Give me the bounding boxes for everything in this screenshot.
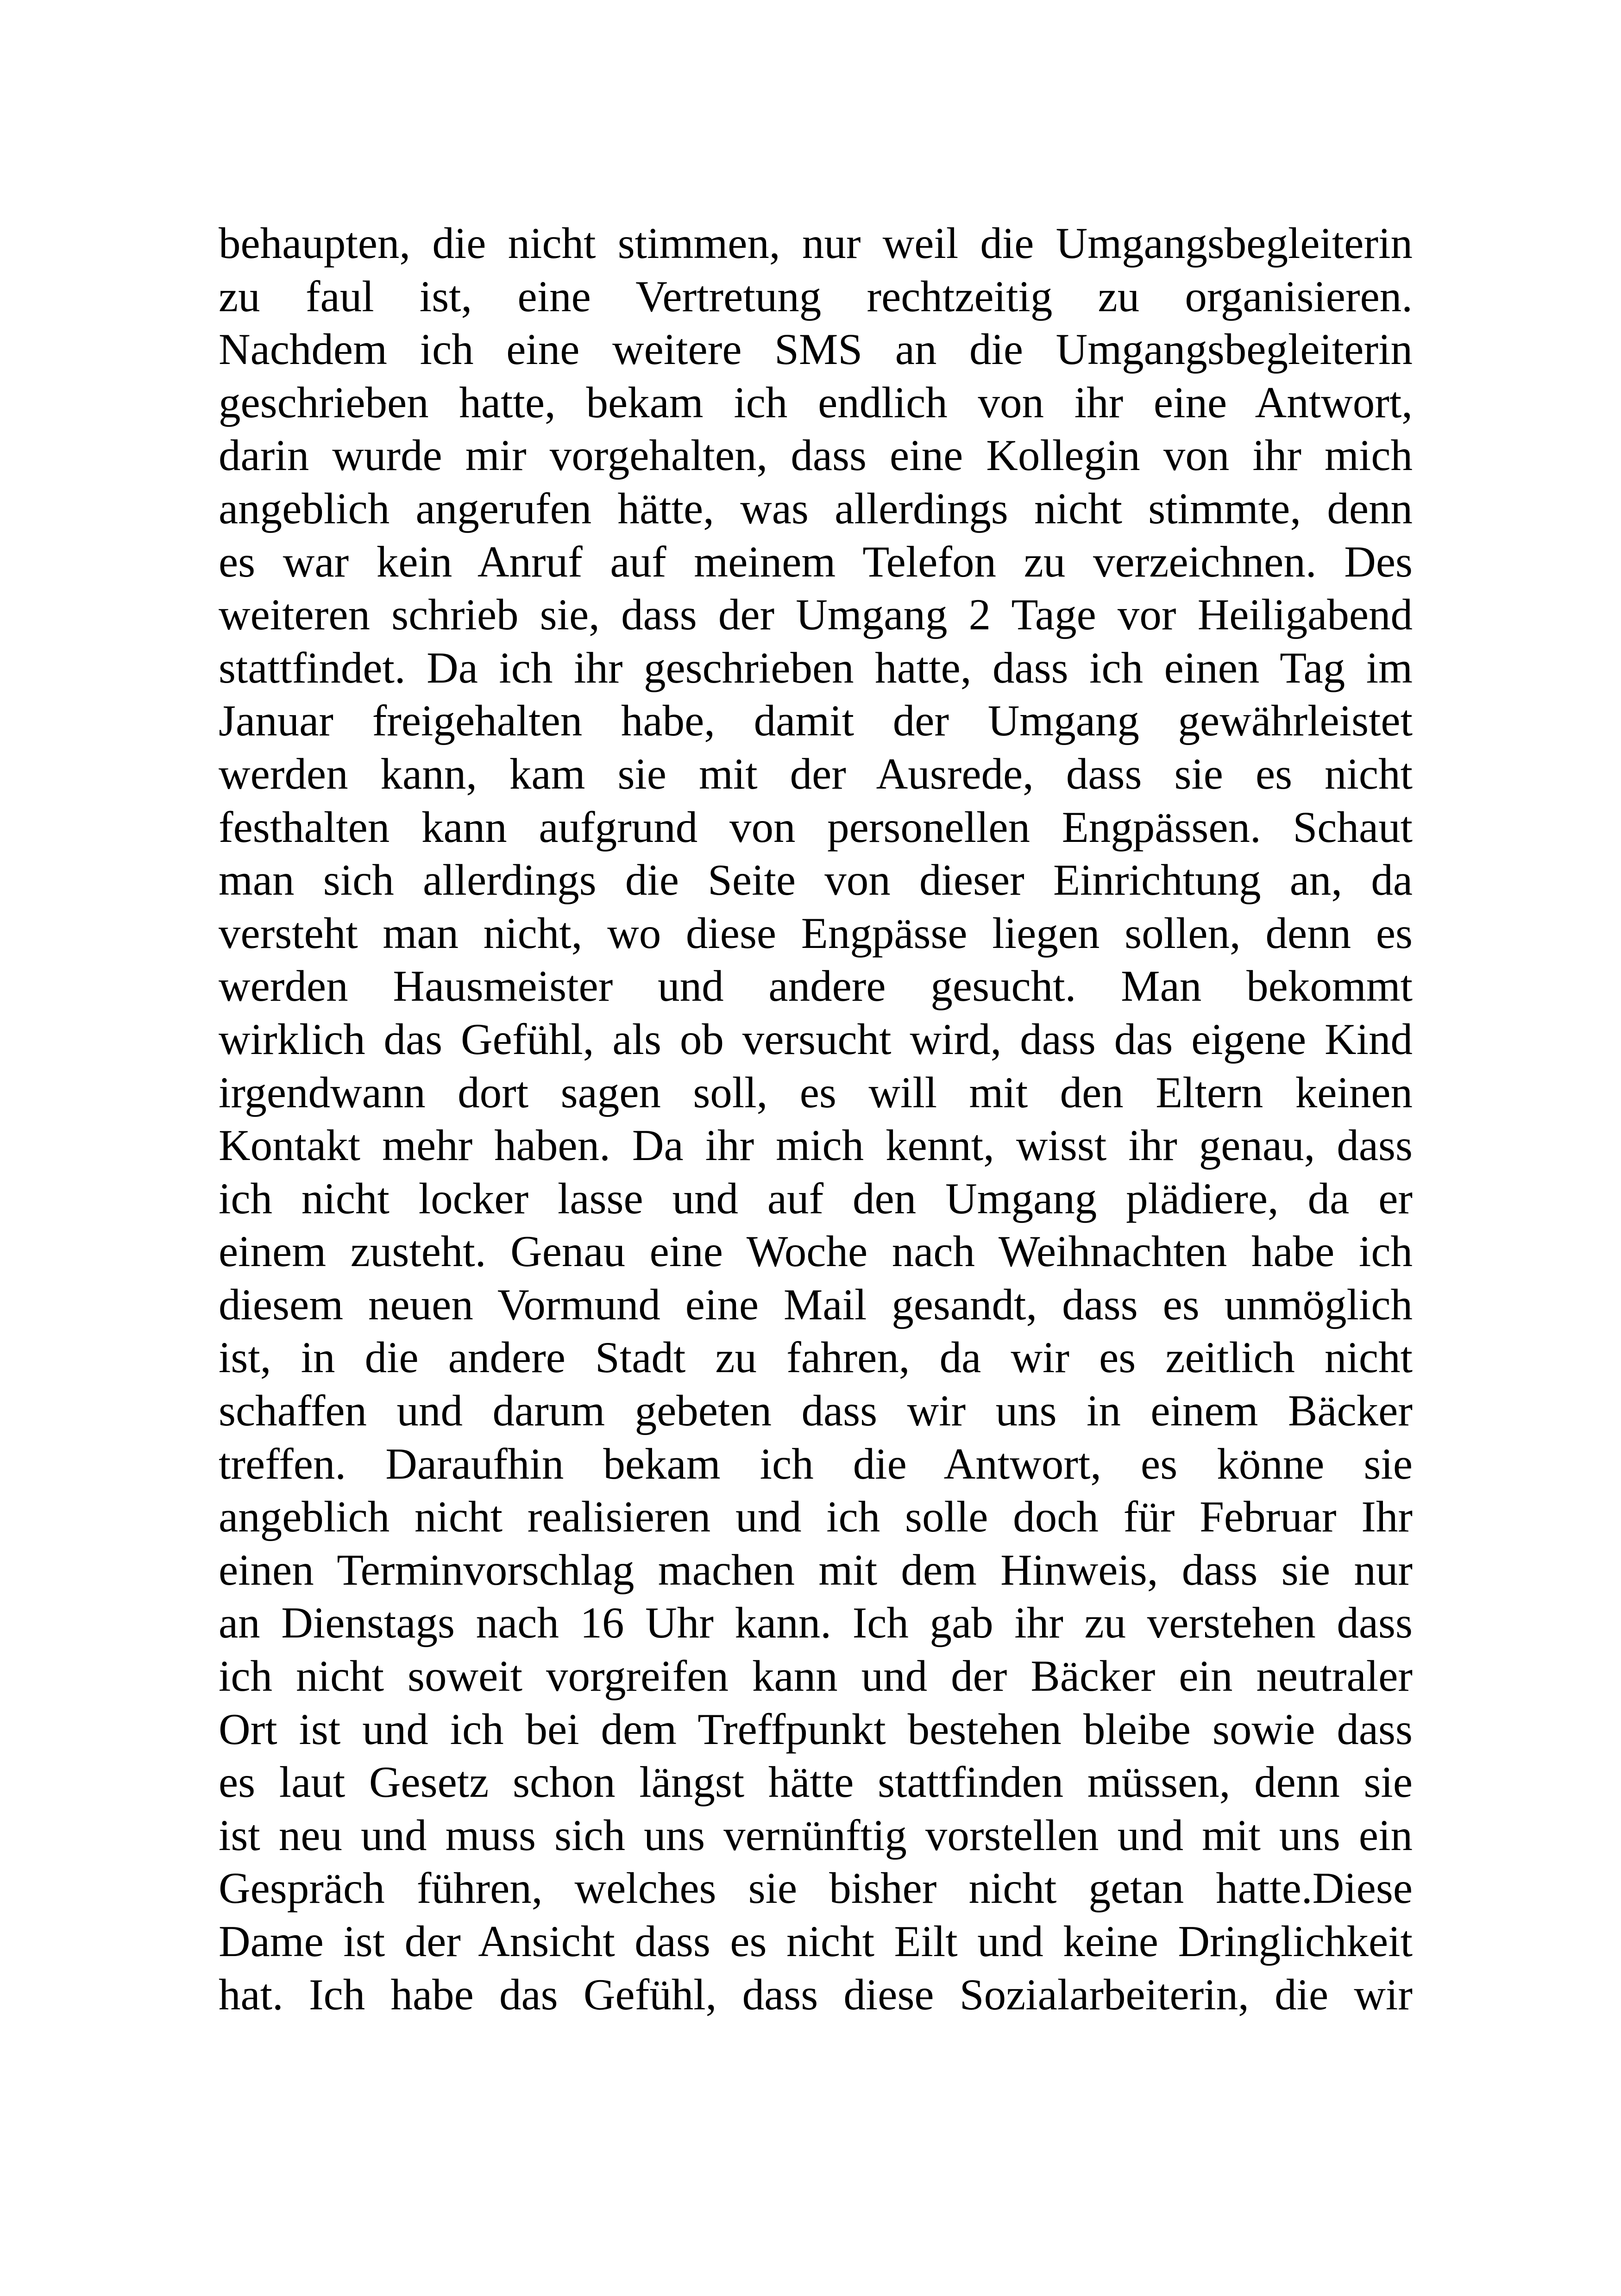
text-line: angeblich nicht realisieren und ich solle doch für Februar Ihr xyxy=(219,1492,1413,1542)
text-line: hat. Ich habe das Gefühl, dass diese Sozialarbeiterin, die wir xyxy=(219,1970,1413,2019)
text-line: ist, in die andere Stadt zu fahren, da wir es zeitlich nicht xyxy=(219,1333,1413,1382)
text-line: ist neu und muss sich uns vernünftig vorstellen und mit uns ein xyxy=(219,1810,1413,1860)
text-line: versteht man nicht, wo diese Engpässe liegen sollen, denn es xyxy=(219,908,1413,958)
text-line: treffen. Daraufhin bekam ich die Antwort, es könne sie xyxy=(219,1439,1413,1488)
text-line: wirklich das Gefühl, als ob versucht wird, dass das eigene Kind xyxy=(219,1014,1413,1064)
text-line: ich nicht soweit vorgreifen kann und der Bäcker ein neutraler xyxy=(219,1651,1413,1701)
body-text xyxy=(219,217,1413,2021)
text-line: angeblich angerufen hätte, was allerdings nicht stimmte, denn xyxy=(219,483,1413,533)
text-line: Ort ist und ich bei dem Treffpunkt bestehen bleibe sowie dass xyxy=(219,1704,1413,1754)
text-line: Nachdem ich eine weitere SMS an die Umgangsbegleiterin xyxy=(219,325,1413,374)
text-line: Kontakt mehr haben. Da ihr mich kennt, wisst ihr genau, dass xyxy=(219,1121,1413,1170)
text-line: schaffen und darum gebeten dass wir uns in einem Bäcker xyxy=(219,1386,1413,1436)
text-line: irgendwann dort sagen soll, es will mit den Eltern keinen xyxy=(219,1067,1413,1117)
text-line: geschrieben hatte, bekam ich endlich von ihr eine Antwort, xyxy=(219,377,1413,427)
text-line: diesem neuen Vormund eine Mail gesandt, dass es unmöglich xyxy=(219,1280,1413,1329)
text-line: ich nicht locker lasse und auf den Umgang plädiere, da er xyxy=(219,1173,1413,1223)
text-line: weiteren schrieb sie, dass der Umgang 2 Tage vor Heiligabend xyxy=(219,590,1413,640)
text-line: Dame ist der Ansicht dass es nicht Eilt und keine Dringlichkeit xyxy=(219,1917,1413,1966)
text-line: stattfindet. Da ich ihr geschrieben hatte, dass ich einen Tag im xyxy=(219,643,1413,692)
text-line: Januar freigehalten habe, damit der Umgang gewährleistet xyxy=(219,696,1413,746)
text-line: zu faul ist, eine Vertretung rechtzeitig zu organisieren. xyxy=(219,271,1413,321)
text-line: an Dienstags nach 16 Uhr kann. Ich gab ihr zu verstehen dass xyxy=(219,1598,1413,1648)
text-line: werden kann, kam sie mit der Ausrede, dass sie es nicht xyxy=(219,749,1413,798)
text-line: es war kein Anruf auf meinem Telefon zu verzeichnen. Des xyxy=(219,537,1413,586)
text-line: behaupten, die nicht stimmen, nur weil die Umgangsbegleiterin xyxy=(219,219,1413,268)
text-line: einen Terminvorschlag machen mit dem Hinweis, dass sie nur xyxy=(219,1545,1413,1594)
text-line: festhalten kann aufgrund von personellen Engpässen. Schaut xyxy=(219,802,1413,852)
text-line: man sich allerdings die Seite von dieser Einrichtung an, da xyxy=(219,855,1413,905)
text-line: einem zusteht. Genau eine Woche nach Weihnachten habe ich xyxy=(219,1227,1413,1276)
text-line: es laut Gesetz schon längst hätte stattfinden müssen, denn sie xyxy=(219,1757,1413,1807)
text-line: Gespräch führen, welches sie bisher nicht getan hatte.Diese xyxy=(219,1863,1413,1913)
text-line: werden Hausmeister und andere gesucht. Man bekommt xyxy=(219,961,1413,1011)
text-line: darin wurde mir vorgehalten, dass eine Kollegin von ihr mich xyxy=(219,431,1413,480)
